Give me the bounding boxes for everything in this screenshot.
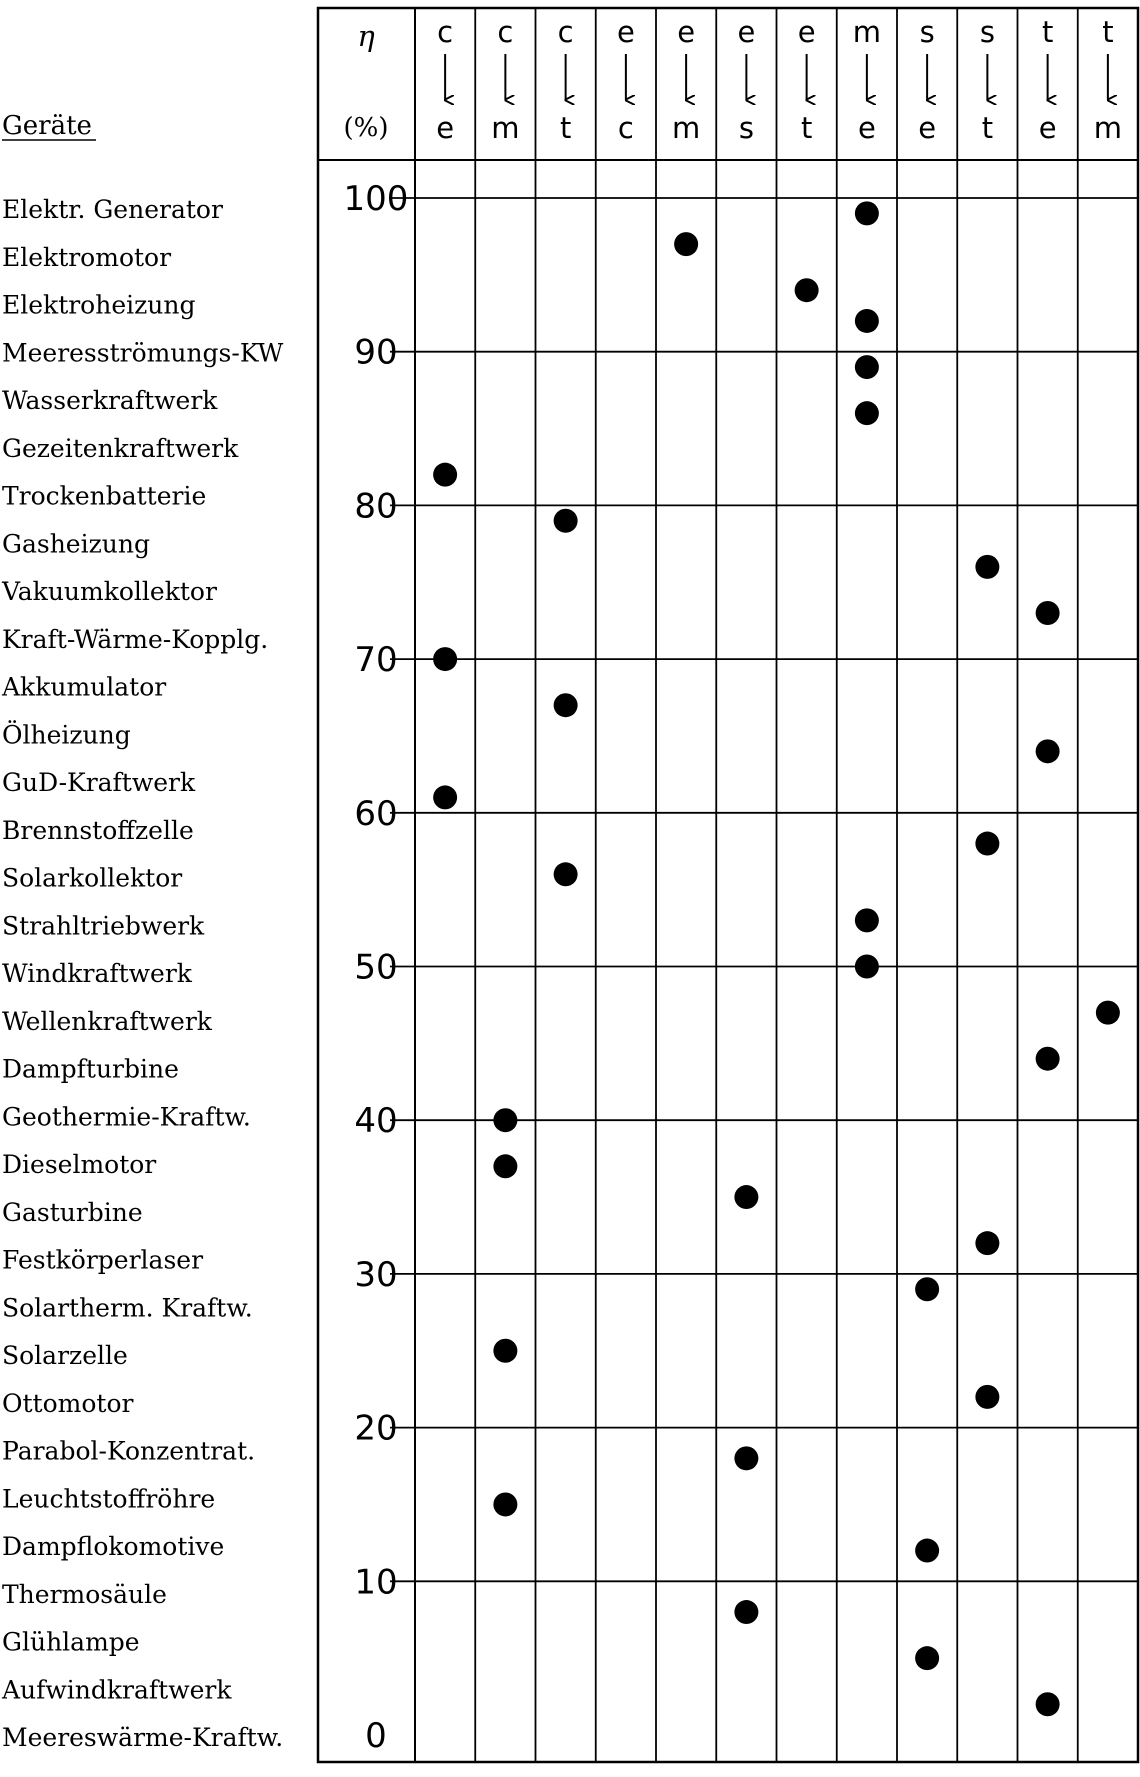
device-label: Leuchtstoffröhre: [2, 1484, 216, 1514]
data-point: [855, 955, 879, 979]
data-point: [855, 908, 879, 932]
data-point: [1036, 739, 1060, 763]
eta-unit: (%): [343, 113, 389, 143]
device-label: Strahltriebwerk: [2, 911, 205, 941]
device-label: Kraft-Wärme-Kopplg.: [2, 624, 269, 654]
data-point: [433, 463, 457, 487]
device-label: Gezeitenkraftwerk: [2, 433, 239, 463]
data-point: [554, 693, 578, 717]
device-label: Wellenkraftwerk: [2, 1006, 212, 1036]
y-tick-label: 20: [354, 1408, 398, 1449]
eta-symbol: η: [357, 19, 375, 53]
column-to-1: m: [491, 111, 520, 145]
data-point: [554, 509, 578, 533]
device-label: GuD-Kraftwerk: [2, 768, 196, 797]
device-label: Brennstoffzelle: [2, 815, 194, 845]
data-point: [734, 1185, 758, 1209]
device-label: Solarkollektor: [2, 863, 183, 893]
data-point: [975, 555, 999, 579]
device-label: Elektr. Generator: [2, 195, 223, 224]
data-point: [1036, 1692, 1060, 1716]
device-label: Thermosäule: [2, 1579, 167, 1609]
device-label: Ölheizung: [2, 720, 131, 750]
device-label: Ottomotor: [2, 1388, 134, 1418]
device-label: Dampflokomotive: [2, 1532, 225, 1561]
column-from-8: s: [919, 15, 935, 49]
device-label: Solarzelle: [2, 1341, 128, 1370]
column-from-5: e: [737, 15, 756, 49]
data-point: [855, 355, 879, 379]
column-from-11: t: [1102, 15, 1114, 49]
y-tick-label: 30: [354, 1254, 398, 1295]
column-from-4: e: [677, 15, 696, 49]
y-tick-label: 90: [354, 332, 398, 373]
column-to-9: t: [981, 111, 994, 145]
data-point: [1036, 1047, 1060, 1071]
y-tick-label: 70: [354, 640, 398, 681]
column-to-11: m: [1093, 111, 1122, 145]
column-from-6: e: [797, 15, 816, 49]
device-label: Dampfturbine: [2, 1054, 179, 1084]
data-point: [493, 1492, 517, 1516]
device-label: Gasturbine: [2, 1197, 143, 1227]
data-point: [915, 1646, 939, 1670]
device-label: Windkraftwerk: [2, 959, 192, 988]
y-tick-label: 80: [354, 486, 398, 527]
column-from-7: m: [852, 15, 881, 49]
chart-grid: [318, 8, 1138, 1762]
data-point: [1036, 601, 1060, 625]
column-to-3: c: [617, 111, 634, 145]
data-point: [493, 1108, 517, 1132]
data-point: [674, 232, 698, 256]
column-header: [2, 15, 1122, 145]
rows-header: Geräte: [2, 111, 92, 141]
device-label: Solartherm. Kraftw.: [2, 1293, 253, 1323]
data-point: [795, 278, 819, 302]
y-tick-label: 100: [343, 179, 409, 219]
column-from-1: c: [497, 15, 514, 49]
data-point: [975, 1231, 999, 1255]
data-point: [915, 1539, 939, 1563]
column-from-3: e: [616, 15, 635, 49]
data-point: [1096, 1001, 1120, 1025]
device-label: Meeresströmungs-KW: [2, 338, 284, 368]
data-point: [493, 1339, 517, 1363]
column-to-4: m: [672, 111, 701, 145]
device-label: Vakuumkollektor: [2, 577, 217, 606]
column-to-10: e: [1038, 111, 1057, 145]
data-point: [433, 647, 457, 671]
data-point: [975, 832, 999, 856]
data-point: [493, 1154, 517, 1178]
device-label: Meereswärme-Kraftw.: [2, 1723, 284, 1752]
column-from-10: t: [1041, 15, 1054, 49]
device-label: Glühlampe: [2, 1627, 140, 1657]
chart-frame: [318, 8, 1138, 1762]
column-to-2: t: [559, 111, 572, 145]
device-label: Geothermie-Kraftw.: [2, 1102, 251, 1132]
data-point: [554, 862, 578, 886]
device-label: Wasserkraftwerk: [2, 386, 218, 415]
column-to-6: t: [800, 111, 813, 145]
device-label: Gasheizung: [2, 529, 150, 559]
device-label: Elektroheizung: [2, 290, 196, 320]
device-label: Trockenbatterie: [2, 481, 207, 511]
column-to-8: e: [918, 111, 937, 145]
data-point: [915, 1277, 939, 1301]
data-point: [975, 1385, 999, 1409]
data-point: [734, 1446, 758, 1470]
device-label: Festkörperlaser: [2, 1245, 204, 1275]
y-tick-label: 0: [365, 1716, 387, 1756]
device-label: Aufwindkraftwerk: [2, 1675, 232, 1705]
data-point: [855, 401, 879, 425]
y-tick-label: 40: [354, 1101, 398, 1142]
device-label: Parabol-Konzentrat.: [2, 1436, 256, 1466]
data-point: [433, 785, 457, 809]
column-to-5: s: [738, 111, 754, 145]
column-from-0: c: [437, 15, 454, 49]
device-label: Akkumulator: [2, 672, 167, 702]
device-label: Elektromotor: [2, 242, 172, 272]
data-point: [855, 201, 879, 225]
device-labels: [1, 195, 284, 1752]
column-to-7: e: [857, 111, 876, 145]
device-label: Dieselmotor: [2, 1150, 157, 1179]
y-tick-label: 10: [354, 1562, 398, 1603]
column-from-9: s: [979, 15, 995, 49]
column-from-2: c: [557, 15, 574, 49]
column-to-0: e: [436, 111, 455, 145]
y-tick-label: 60: [354, 793, 398, 834]
data-point: [734, 1600, 758, 1624]
y-tick-label: 50: [354, 947, 398, 988]
data-point: [855, 309, 879, 333]
